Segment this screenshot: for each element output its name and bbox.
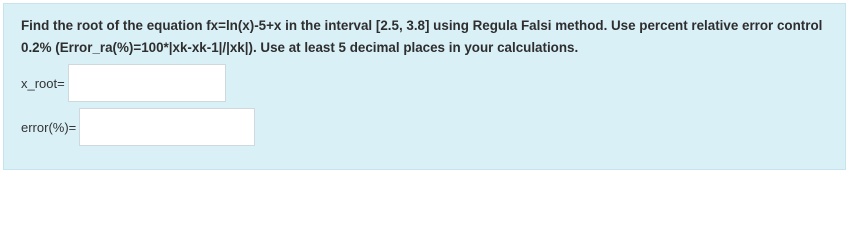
question-panel [3, 3, 846, 170]
x-root-input[interactable] [68, 64, 226, 102]
question-text: Find the root of the equation fx=ln(x)-5+x in the interval [2.5, 3.8] using Regula Falsi method. Use percent relative error control 0.2% (Error_ra(%)=100*|xk-xk-1|/|xk|). Use at least 5 decimal places in your calculations. [21, 18, 823, 55]
error-label: error(%)= [21, 119, 77, 135]
error-input[interactable] [79, 108, 255, 146]
x-root-label: x_root= [21, 75, 65, 91]
error-row [21, 108, 255, 146]
x-root-row [21, 64, 226, 102]
